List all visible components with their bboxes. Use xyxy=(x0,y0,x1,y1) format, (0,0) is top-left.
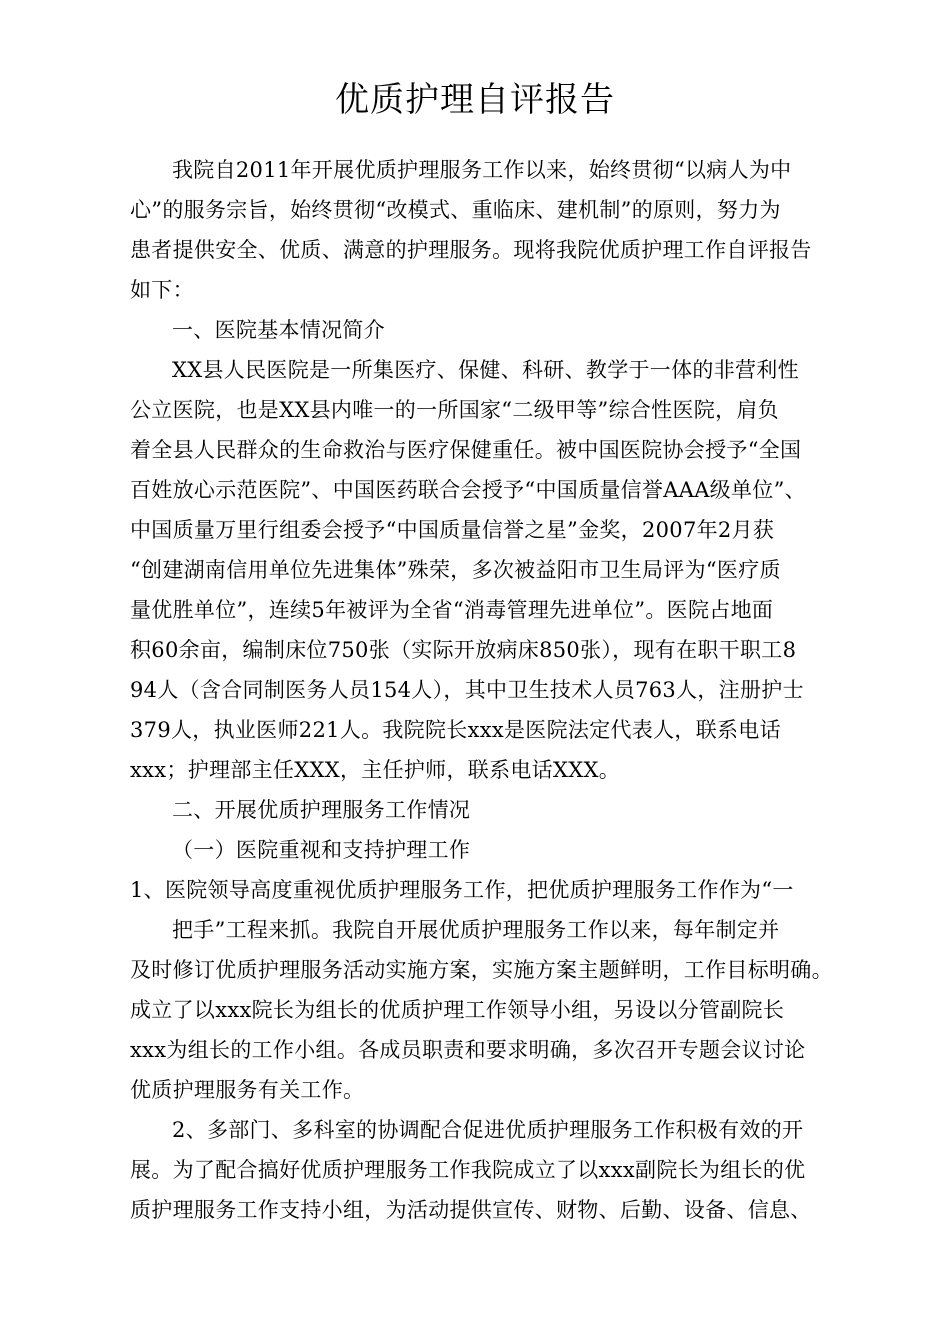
paragraph-line: 成立了以xxx院长为组长的优质护理工作领导小组，另设以分管副院长 xyxy=(130,998,785,1022)
paragraph-line: 着全县人民群众的生命救治与医疗保健重任。被中国医院协会授予“全国 xyxy=(130,438,802,462)
paragraph-line: “创建湖南信用单位先进集体”殊荣，多次被益阳市卫生局评为“医疗质 xyxy=(130,558,781,582)
paragraph-line: 94人（含合同制医务人员154人），其中卫生技术人员763人，注册护士 xyxy=(130,678,804,702)
paragraph-line: 患者提供安全、优质、满意的护理服务。现将我院优质护理工作自评报告 xyxy=(130,238,812,262)
paragraph-line: 量优胜单位”，连续5年被评为全省“消毒管理先进单位”。医院占地面 xyxy=(130,598,774,622)
paragraph-line: 百姓放心示范医院”、中国医药联合会授予“中国质量信誉AAA级单位”、 xyxy=(130,478,806,502)
paragraph-line: xxx为组长的工作小组。各成员职责和要求明确，多次召开专题会议讨论 xyxy=(130,1038,806,1062)
paragraph-line: XX县人民医院是一所集医疗、保健、科研、教学于一体的非营利性 xyxy=(172,358,799,382)
subsection-heading: （一）医院重视和支持护理工作 xyxy=(172,838,471,862)
section-heading: 二、开展优质护理服务工作情况 xyxy=(172,798,471,822)
paragraph-line: 展。为了配合搞好优质护理服务工作我院成立了以xxx副院长为组长的优 xyxy=(130,1158,806,1182)
paragraph-line: 中国质量万里行组委会授予“中国质量信誉之星”金奖，2007年2月获 xyxy=(130,518,775,542)
paragraph-line: 质护理服务工作支持小组，为活动提供宣传、财物、后勤、设备、信息、 xyxy=(130,1198,812,1222)
paragraph-line: xxx；护理部主任XXX，主任护师，联系电话XXX。 xyxy=(130,758,621,782)
paragraph-line: 积60余亩，编制床位750张（实际开放病床850张），现有在职干职工8 xyxy=(130,638,797,662)
paragraph-line: 心”的服务宗旨，始终贯彻“改模式、重临床、建机制”的原则，努力为 xyxy=(130,198,781,222)
paragraph-line: 1、医院领导高度重视优质护理服务工作，把优质护理服务工作作为“一 xyxy=(130,878,794,902)
paragraph-line: 379人，执业医师221人。我院院长xxx是医院法定代表人，联系电话 xyxy=(130,718,781,742)
paragraph-line: 如下： xyxy=(130,278,194,302)
paragraph-line: 2、多部门、多科室的协调配合促进优质护理服务工作积极有效的开 xyxy=(172,1118,804,1142)
page-title: 优质护理自评报告 xyxy=(335,80,615,120)
paragraph-line: 把手”工程来抓。我院自开展优质护理服务工作以来，每年制定并 xyxy=(172,918,780,942)
paragraph-line: 及时修订优质护理服务活动实施方案，实施方案主题鲜明，工作目标明确。 xyxy=(130,958,833,982)
paragraph-line: 优质护理服务有关工作。 xyxy=(130,1078,365,1102)
section-heading: 一、医院基本情况简介 xyxy=(172,318,385,342)
paragraph-line: 我院自2011年开展优质护理服务工作以来，始终贯彻“以病人为中 xyxy=(172,158,792,182)
paragraph-line: 公立医院，也是XX县内唯一的一所国家“二级甲等”综合性医院，肩负 xyxy=(130,398,779,422)
